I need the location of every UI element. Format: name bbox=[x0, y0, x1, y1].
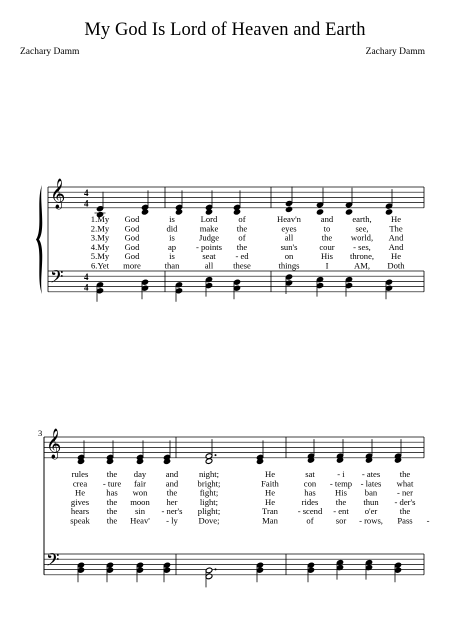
lyric-syllable: He bbox=[390, 214, 402, 224]
lyric-syllable: rides bbox=[301, 496, 319, 507]
time-signature-bottom: 4 bbox=[84, 198, 89, 209]
lyric-syllable: moon bbox=[130, 496, 150, 507]
lyric-syllable: night; bbox=[198, 469, 220, 479]
lyric-syllable: won bbox=[132, 487, 148, 498]
lyric-syllable: - ses, bbox=[353, 241, 371, 252]
lyric-syllable: speak bbox=[70, 515, 90, 526]
lyric-syllable: and bbox=[165, 478, 179, 489]
lyric-syllable: on bbox=[284, 251, 294, 262]
lyric-syllable: has bbox=[304, 487, 316, 498]
lyric-syllable: the bbox=[106, 515, 118, 526]
time-signature-top: 4 bbox=[84, 272, 89, 282]
page-title: My God Is Lord of Heaven and Earth bbox=[84, 20, 366, 40]
lyric-syllable: sat bbox=[305, 469, 315, 479]
lyric-syllable: - rows, bbox=[359, 515, 383, 526]
lyric-syllable: rules bbox=[71, 469, 89, 479]
composer-right: Zachary Damm bbox=[365, 47, 425, 57]
lyric-syllable: - ed bbox=[235, 251, 249, 262]
lyric-syllable: all bbox=[204, 260, 214, 271]
lyric-syllable: - i bbox=[337, 469, 345, 479]
lyric-syllable: sun's bbox=[280, 241, 298, 252]
lyric-syllable: sin bbox=[134, 506, 146, 517]
lyric-syllable: the bbox=[166, 487, 178, 498]
lyric-syllable: did bbox=[166, 223, 178, 234]
half-note-head bbox=[205, 458, 213, 465]
system-number: 3 bbox=[38, 428, 43, 438]
lyric-syllable: fight; bbox=[199, 487, 219, 498]
lyric-syllable: earth, bbox=[352, 214, 372, 224]
composer-left: Zachary Damm bbox=[20, 47, 80, 57]
dot bbox=[215, 568, 217, 570]
lyric-syllable: has bbox=[106, 487, 118, 498]
lyric-syllable: - bbox=[426, 515, 430, 526]
lyric-syllable: - ner bbox=[397, 487, 413, 498]
lyric-syllable: light; bbox=[199, 496, 219, 507]
lyric-syllable: And bbox=[388, 232, 404, 243]
lyric-syllable: hears bbox=[70, 506, 90, 517]
lyric-syllable: - points bbox=[195, 241, 223, 252]
lyric-syllable: is bbox=[169, 232, 175, 243]
lyric-syllable: Pass bbox=[397, 515, 413, 526]
lyric-syllable: the bbox=[236, 241, 248, 252]
lyric-syllable: 4.My bbox=[90, 241, 110, 252]
lyric-syllable: Man bbox=[262, 515, 278, 526]
lyric-syllable: He bbox=[264, 496, 276, 507]
lyric-syllable: the bbox=[335, 496, 347, 507]
time-signature-bottom: 4 bbox=[84, 282, 89, 293]
lyric-syllable: the bbox=[106, 469, 118, 479]
lyric-syllable: He bbox=[390, 251, 402, 262]
lyric-syllable: Doth bbox=[387, 260, 405, 271]
lyric-syllable: - scend bbox=[297, 506, 323, 517]
lyric-syllable: seat bbox=[202, 251, 216, 262]
lyric-syllable: Heav' bbox=[130, 515, 150, 526]
lyric-syllable: - ner's bbox=[161, 506, 183, 517]
lyric-syllable: 3.My bbox=[90, 232, 110, 243]
lyric-syllable: all bbox=[284, 232, 294, 243]
lyric-syllable: thun bbox=[363, 496, 379, 507]
lyric-syllable: - der's bbox=[394, 496, 416, 507]
lyric-syllable: Heav'n bbox=[277, 214, 301, 224]
lyric-syllable: The bbox=[389, 223, 403, 234]
lyric-syllable: is bbox=[169, 251, 175, 262]
lyric-syllable: see, bbox=[355, 223, 369, 234]
lyric-syllable: 2.My bbox=[90, 223, 110, 234]
lyric-syllable: what bbox=[396, 478, 414, 489]
lyric-syllable: And bbox=[388, 241, 404, 252]
lyric-syllable: plight; bbox=[197, 506, 221, 517]
lyric-syllable: the bbox=[106, 506, 118, 517]
lyric-syllable: than bbox=[164, 260, 180, 271]
lyric-syllable: things bbox=[278, 260, 300, 271]
note-head bbox=[175, 209, 183, 216]
lyric-syllable: 6.Yet bbox=[91, 260, 109, 271]
lyric-syllable: cour bbox=[319, 241, 335, 252]
bass-clef: 𝄢 bbox=[50, 267, 64, 291]
lyric-syllable: bright; bbox=[197, 478, 221, 489]
lyric-syllable: of bbox=[306, 515, 314, 526]
lyric-syllable: God bbox=[124, 232, 140, 243]
lyric-syllable: of bbox=[238, 232, 246, 243]
lyric-syllable: Faith bbox=[261, 478, 279, 489]
lyric-syllable: the bbox=[321, 232, 333, 243]
lyric-syllable: world, bbox=[350, 232, 374, 243]
lyric-syllable: gives bbox=[70, 496, 90, 507]
lyric-syllable: He bbox=[74, 487, 86, 498]
lyric-syllable: AM, bbox=[354, 260, 370, 271]
lyric-syllable: - lates bbox=[360, 478, 382, 489]
lyric-syllable: ban bbox=[364, 487, 378, 498]
lyric-syllable: crea bbox=[72, 478, 88, 489]
lyric-syllable: con bbox=[303, 478, 317, 489]
note-head bbox=[285, 206, 293, 213]
lyric-syllable: her bbox=[166, 496, 178, 507]
lyric-syllable: 5.My bbox=[90, 251, 110, 262]
lyric-syllable: the bbox=[399, 469, 411, 479]
treble-clef: 𝄞 bbox=[46, 429, 62, 459]
lyric-syllable: eyes bbox=[281, 223, 297, 234]
lyric-syllable: God bbox=[124, 223, 140, 234]
lyric-syllable: Tran bbox=[262, 506, 278, 517]
lyric-syllable: I bbox=[325, 260, 329, 271]
lyric-syllable: 1.My bbox=[90, 214, 110, 224]
lyric-syllable: God bbox=[124, 214, 140, 224]
lyric-syllable: of bbox=[238, 214, 246, 224]
lyric-syllable: Judge bbox=[198, 232, 220, 243]
dot bbox=[215, 454, 217, 456]
lyric-syllable: - ture bbox=[102, 478, 122, 489]
lyric-syllable: more bbox=[123, 260, 141, 271]
brace bbox=[36, 185, 42, 294]
note-head bbox=[141, 209, 149, 216]
lyric-syllable: and bbox=[320, 214, 334, 224]
lyric-syllable: make bbox=[199, 223, 219, 234]
lyric-syllable: the bbox=[236, 223, 248, 234]
lyric-syllable: His bbox=[321, 251, 333, 262]
lyric-syllable: fair bbox=[134, 478, 146, 489]
lyric-syllable: God bbox=[124, 241, 140, 252]
lyric-syllable: God bbox=[124, 251, 140, 262]
lyric-syllable: these bbox=[233, 260, 251, 271]
lyric-syllable: He bbox=[264, 469, 276, 479]
lyric-syllable: - temp bbox=[329, 478, 353, 489]
lyric-syllable: is bbox=[169, 214, 175, 224]
lyric-syllable: - ent bbox=[333, 506, 349, 517]
lyric-syllable: the bbox=[106, 496, 118, 507]
lyric-syllable: He bbox=[264, 487, 276, 498]
lyric-syllable: Lord bbox=[200, 214, 218, 224]
time-signature-top: 4 bbox=[84, 188, 89, 198]
lyric-syllable: Dove; bbox=[198, 515, 220, 526]
bass-clef: 𝄢 bbox=[46, 550, 60, 574]
lyric-syllable: day bbox=[133, 469, 147, 479]
lyric-syllable: to bbox=[323, 223, 331, 234]
lyric-syllable: - ates bbox=[361, 469, 381, 479]
lyric-syllable: ap bbox=[167, 241, 177, 252]
lyric-syllable: throne, bbox=[349, 251, 375, 262]
lyric-syllable: and bbox=[165, 469, 179, 479]
lyric-syllable: the bbox=[399, 506, 411, 517]
lyric-syllable: sor bbox=[335, 515, 347, 526]
lyric-syllable: - ly bbox=[166, 515, 178, 526]
lyric-syllable: His bbox=[335, 487, 347, 498]
lyric-syllable: o'er bbox=[364, 506, 378, 517]
treble-clef: 𝄞 bbox=[50, 179, 66, 209]
